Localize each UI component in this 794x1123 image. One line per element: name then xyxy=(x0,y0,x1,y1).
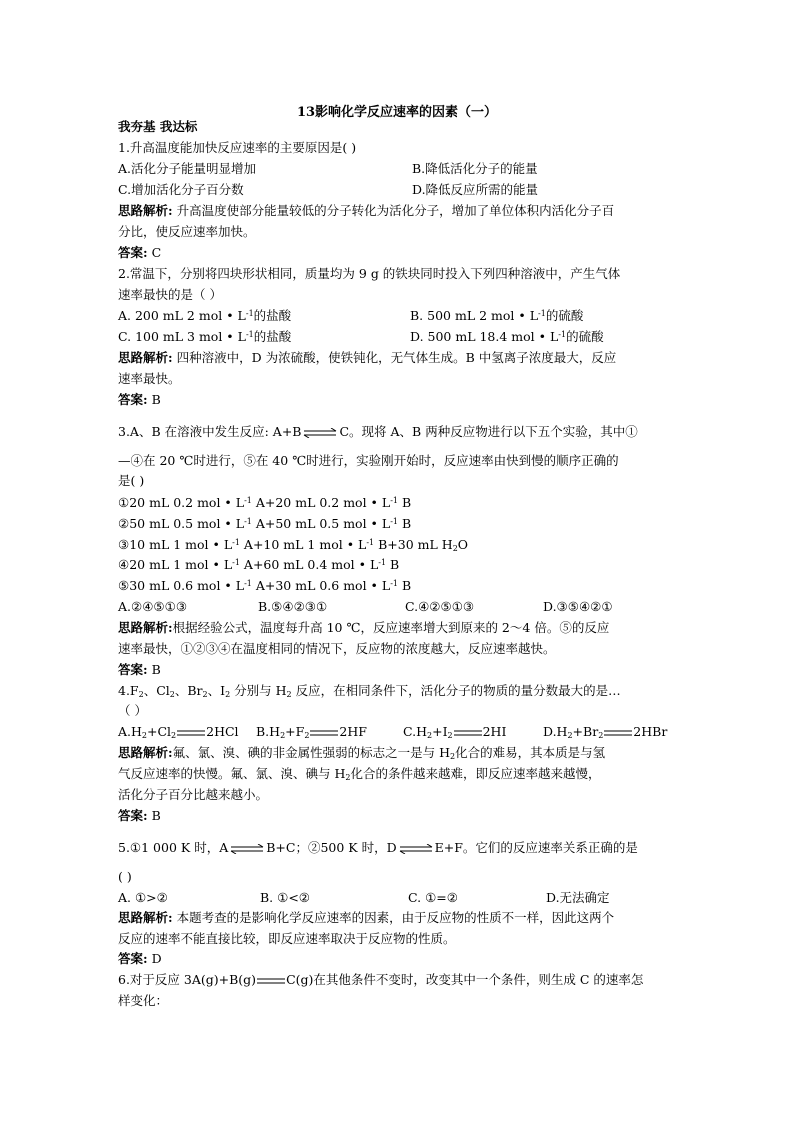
q4-option-b: $B.H_2+F_2$ 2HF xyxy=(256,724,367,740)
page-title: 13影响化学反应速率的因素（一） xyxy=(296,105,498,120)
q3-option-a: A.②④⑤①③ xyxy=(118,599,188,614)
q2-analysis: 思路解析: 四种溶液中，D 为浓硫酸，使铁钝化，无气体生成。B 中氢离子浓度最大，反应 xyxy=(118,350,617,365)
q6-stem: 6.对于反应 3A(g)+B(g) C(g)在其他条件不变时，改变其中一个条件，则生成 C 的速率怎 xyxy=(118,972,644,987)
q3-option-d: D.③⑤④②① xyxy=(543,599,613,614)
section-heading: 我夯基 我达标 xyxy=(118,119,198,134)
reversible-arrow-icon xyxy=(229,844,265,854)
q5-stem-cont: ( ) xyxy=(118,869,132,884)
double-line-equals-icon xyxy=(603,729,633,737)
q4-analysis-end: 活化分子百分比越来越小。 xyxy=(118,787,269,802)
q2-answer: 答案: B xyxy=(118,392,161,407)
q3-experiment-5: ⑤30 mL 0.6 mol • $L^{-1}$ A+30 mL 0.6 mol • $L^{-1}$ B xyxy=(118,578,412,593)
q4-analysis-cont: 气反应速率的快慢。氟、氯、溴、碘与 $H_2$化合的条件越来越难，即反应速率越来越慢， xyxy=(118,766,601,782)
double-line-equals-icon xyxy=(453,729,483,737)
double-line-equals-icon xyxy=(176,729,206,737)
q3-analysis: 思路解析:根据经验公式，温度每升高 10 ℃，反应速率增大到原来的 2～4 倍。⑤的反应 xyxy=(118,620,610,635)
reversible-arrow-icon xyxy=(302,428,338,438)
double-line-equals-icon xyxy=(309,729,339,737)
q1-answer: 答案: C xyxy=(118,245,162,260)
q2-option-d: D. 500 mL 18.4 mol • $L^{-1}$的硫酸 xyxy=(410,329,604,344)
q5-answer: 答案: D xyxy=(118,951,162,966)
q2-option-c: C. 100 mL 3 mol • $L^{-1}$的盐酸 xyxy=(118,329,292,344)
q2-option-a: A. 200 mL 2 mol • $L^{-1}$的盐酸 xyxy=(118,308,292,323)
q3-stem-end: 是( ) xyxy=(118,473,145,488)
q5-option-c: C. ①=② xyxy=(408,890,458,905)
q2-analysis-cont: 速率最快。 xyxy=(118,371,181,386)
reversible-arrow-icon xyxy=(398,844,434,854)
q3-experiment-2: ②50 mL 0.5 mol • $L^{-1}$ A+50 mL 0.5 mol • $L^{-1}$ B xyxy=(118,516,412,531)
q4-option-a: $A.H_2+Cl_2$ 2HCl xyxy=(118,724,239,740)
q2-option-b: B. 500 mL 2 mol • $L^{-1}$的硫酸 xyxy=(410,308,584,323)
q4-stem: $4.F_2$、$Cl_2$、$Br_2$、$I_2$ 分别与 $H_2$ 反应，在相同条件下，活化分子的物质的量分数最大的是… xyxy=(118,683,621,699)
q1-option-b: B.降低活化分子的能量 xyxy=(412,161,538,176)
q3-experiment-1: ①20 mL 0.2 mol • $L^{-1}$ A+20 mL 0.2 mol • $L^{-1}$ B xyxy=(118,495,412,510)
analysis-label: 思路解析: xyxy=(118,203,173,218)
q5-analysis-cont: 反应的速率不能直接比较，即反应速率取决于反应物的性质。 xyxy=(118,931,456,946)
q4-option-c: $C.H_2+I_2$ 2HI xyxy=(403,724,507,740)
q5-option-a: A. ①>② xyxy=(118,890,168,905)
answer-label: 答案: xyxy=(118,245,148,260)
q2-stem: 2.常温下，分别将四块形状相同，质量均为 9 g 的铁块同时投入下列四种溶液中，产生气体 xyxy=(118,266,621,281)
q5-option-b: B. ①<② xyxy=(260,890,311,905)
q1-option-d: D.降低反应所需的能量 xyxy=(412,182,539,197)
q3-experiment-3: ③10 mL 1 mol • $L^{-1}$ A+10 mL 1 mol • $L^{-1}$ B+30 mL $H_2O$ xyxy=(118,537,469,553)
double-line-equals-icon xyxy=(256,977,286,985)
q4-stem-cont: （ ） xyxy=(118,703,147,718)
q1-option-c: C.增加活化分子百分数 xyxy=(118,182,244,197)
q3-option-c: C.④②⑤①③ xyxy=(405,599,475,614)
q1-analysis: 思路解析: 升高温度使部分能量较低的分子转化为活化分子，增加了单位体积内活化分子百 xyxy=(118,203,615,218)
q3-analysis-cont: 速率最快，①②③④在温度相同的情况下，反应物的浓度越大，反应速率越快。 xyxy=(118,641,556,656)
q4-option-d: $D.H_2+Br_2$ 2HBr xyxy=(543,724,668,740)
q6-stem-cont: 样变化： xyxy=(118,993,169,1008)
q3-stem-cont: —④在 20 ℃时进行，⑤在 40 ℃时进行，实验刚开始时，反应速率由快到慢的顺序正确的 xyxy=(118,453,619,468)
q4-analysis: 思路解析:氟、氯、溴、碘的非金属性强弱的标志之一是与 $H_2$化合的难易，其本质是与氢 xyxy=(118,745,606,761)
q1-option-a: A.活化分子能量明显增加 xyxy=(118,161,257,176)
q1-stem: 1.升高温度能加快反应速率的主要原因是( ) xyxy=(118,140,357,155)
q3-experiment-4: ④20 mL 1 mol • $L^{-1}$ A+60 mL 0.4 mol • $L^{-1}$ B xyxy=(118,557,400,572)
q5-stem: 5.①1 000 K 时，A B+C；②500 K 时，D E+F。它们的反应速率关系正确的是 xyxy=(118,840,638,855)
q4-answer: 答案: B xyxy=(118,808,161,823)
q3-answer: 答案: B xyxy=(118,662,161,677)
q3-stem: 3.A、B 在溶液中发生反应: A+B C。现将 A、B 两种反应物进行以下五个实验，其中① xyxy=(118,424,638,439)
q1-analysis-cont: 分比，使反应速率加快。 xyxy=(118,224,256,239)
q5-analysis: 思路解析: 本题考查的是影响化学反应速率的因素，由于反应物的性质不一样，因此这两个 xyxy=(118,910,615,925)
q2-stem-cont: 速率最快的是（ ） xyxy=(118,287,222,302)
q3-option-b: B.⑤④②③① xyxy=(258,599,328,614)
q5-option-d: D.无法确定 xyxy=(546,890,610,905)
